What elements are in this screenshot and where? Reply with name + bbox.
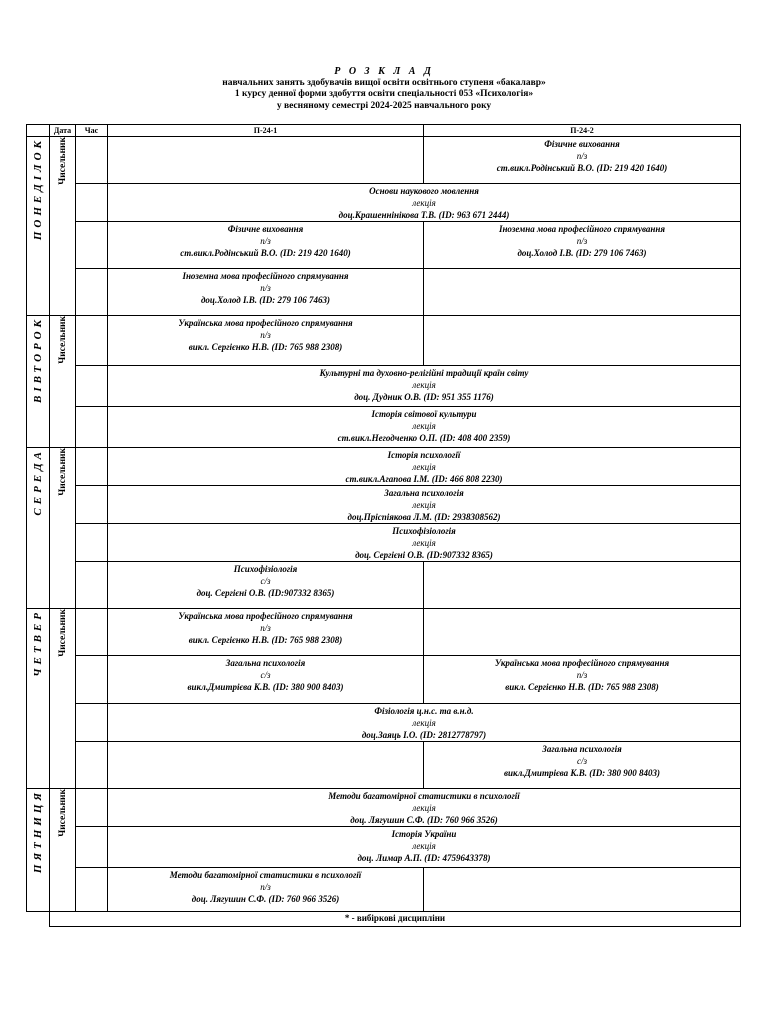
lesson-cell xyxy=(108,448,741,486)
lesson-teacher: доц. Лягушин С.Ф. (ID: 760 966 3526) xyxy=(191,894,340,904)
table-row xyxy=(27,827,741,868)
footer-row xyxy=(27,912,741,927)
time-cell xyxy=(76,524,108,562)
lesson-type: с/з xyxy=(576,756,587,766)
lesson-teacher: доц.Крашеннінікова Т.В. (ID: 963 671 2444) xyxy=(338,210,510,220)
lesson-teacher: ст.викл.Агапова І.М. (ID: 466 808 2230) xyxy=(345,474,503,484)
lesson-cell xyxy=(108,524,741,562)
lesson-type: п/з xyxy=(576,236,588,246)
day-label: ЧЕТВЕР xyxy=(32,609,44,677)
day-friday xyxy=(27,789,50,912)
lesson-subject: Українська мова професійного спрямування xyxy=(178,318,353,328)
lesson-type: лекція xyxy=(412,841,436,851)
lesson-cell-empty xyxy=(108,742,424,789)
table-row xyxy=(27,222,741,269)
lesson-teacher: доц. Дудник О.В. (ID: 951 355 1176) xyxy=(354,392,494,402)
lesson-cell xyxy=(108,868,424,912)
lesson-teacher: ст.викл.Родінський В.О. (ID: 219 420 1640) xyxy=(496,163,668,173)
lesson-teacher: доц. Лягушин С.Ф. (ID: 760 966 3526) xyxy=(350,815,498,825)
time-cell xyxy=(76,269,108,316)
lesson-subject: Основи наукового мовлення xyxy=(369,186,479,196)
header-line-3: у весняному семестрі 2024-2025 навчального року xyxy=(276,100,492,111)
time-cell xyxy=(76,448,108,486)
lesson-cell xyxy=(108,316,424,366)
lesson-type: п/з xyxy=(260,236,271,246)
time-cell xyxy=(76,407,108,448)
table-row xyxy=(27,524,741,562)
table-row xyxy=(27,656,741,704)
lesson-cell xyxy=(108,656,424,704)
lesson-type: лекція xyxy=(412,500,436,510)
lesson-subject: Фізіологія ц.н.с. та в.н.д. xyxy=(374,706,474,716)
lesson-type: п/з xyxy=(260,882,271,892)
lesson-type: п/з xyxy=(576,151,588,161)
day-label: ПОНЕДІЛОК xyxy=(32,137,44,241)
lesson-type: лекція xyxy=(412,380,436,390)
lesson-subject: Іноземна мова професійного спрямування xyxy=(182,271,349,281)
lesson-type: лекція xyxy=(412,803,436,813)
lesson-teacher: ст.викл.Негодченко О.П. (ID: 408 400 2359) xyxy=(337,433,511,443)
lesson-teacher: доц.Холод І.В. (ID: 279 106 7463) xyxy=(517,248,647,258)
date-monday xyxy=(50,137,76,316)
time-cell xyxy=(76,827,108,868)
header-time: Час xyxy=(76,125,108,137)
lesson-type: лекція xyxy=(412,198,436,208)
lesson-cell xyxy=(108,562,424,609)
lesson-teacher: доц. Лимар А.П. (ID: 4759643378) xyxy=(357,853,491,863)
lesson-subject: Історія світової культури xyxy=(371,409,477,419)
lesson-cell xyxy=(108,366,741,407)
lesson-type: с/з xyxy=(260,670,271,680)
time-cell xyxy=(76,868,108,912)
time-cell xyxy=(76,789,108,827)
table-row xyxy=(27,562,741,609)
lesson-cell xyxy=(424,742,741,789)
lesson-cell xyxy=(424,137,741,184)
lesson-teacher: доц. Сергієні О.В. (ID:907332 8365) xyxy=(355,550,493,560)
lesson-teacher: викл. Сергієнко Н.В. (ID: 765 988 2308) xyxy=(505,682,659,692)
table-row xyxy=(27,868,741,912)
time-cell xyxy=(76,656,108,704)
table-row xyxy=(27,184,741,222)
time-cell xyxy=(76,366,108,407)
lesson-subject: Українська мова професійного спрямування xyxy=(178,611,353,621)
lesson-type: п/з xyxy=(260,330,271,340)
table-row xyxy=(27,407,741,448)
day-label: СЕРЕДА xyxy=(32,448,44,516)
table-row xyxy=(27,137,741,184)
lesson-subject: Психофізіологія xyxy=(392,526,456,536)
lesson-subject: Історія України xyxy=(391,829,457,839)
week-label: Чисельник xyxy=(57,448,68,496)
day-wednesday xyxy=(27,448,50,609)
table-row xyxy=(27,704,741,742)
lesson-subject: Іноземна мова професійного спрямування xyxy=(498,224,666,234)
lesson-teacher: викл. Сергієнко Н.В. (ID: 765 988 2308) xyxy=(188,342,343,352)
lesson-teacher: доц.Прісniякова Л.М. (ID: 2938308562) xyxy=(347,512,501,522)
lesson-subject: Культурні та духовно-релігійні традиції країн світу xyxy=(319,368,529,378)
schedule-title: Р О З К Л А Д xyxy=(334,66,434,77)
day-tuesday xyxy=(27,316,50,448)
time-cell xyxy=(76,137,108,184)
lesson-type: лекція xyxy=(412,462,436,472)
lesson-type: п/з xyxy=(260,623,271,633)
table-row xyxy=(27,486,741,524)
lesson-cell xyxy=(424,656,741,704)
header-day xyxy=(27,125,50,137)
lesson-subject: Методи багатомірної статистики в психології xyxy=(328,791,520,801)
lesson-cell xyxy=(108,222,424,269)
week-label: Чисельник xyxy=(57,609,68,657)
lesson-type: лекція xyxy=(412,421,436,431)
lesson-teacher: доц. Сергієні О.В. (ID:907332 8365) xyxy=(196,588,335,598)
table-row xyxy=(27,269,741,316)
time-cell xyxy=(76,562,108,609)
time-cell xyxy=(76,609,108,656)
date-tuesday xyxy=(50,316,76,448)
day-label: ВІВТОРОК xyxy=(32,316,44,403)
lesson-teacher: викл.Дмитрієва К.В. (ID: 380 900 8403) xyxy=(503,768,660,778)
week-label: Чисельник xyxy=(57,316,68,364)
lesson-cell xyxy=(108,789,741,827)
lesson-cell-empty xyxy=(424,562,741,609)
header-line-2: 1 курсу денної форми здобуття освіти спеціальності 053 «Психологія» xyxy=(234,89,534,99)
day-thursday xyxy=(27,609,50,789)
lesson-cell xyxy=(108,609,424,656)
date-friday xyxy=(50,789,76,912)
lesson-cell xyxy=(108,704,741,742)
header-line-1: навчальних занять здобувачів вищої освіти освітнього ступеня «бакалавр» xyxy=(222,77,546,88)
lesson-subject: Загальна психологія xyxy=(225,658,306,668)
lesson-cell xyxy=(108,486,741,524)
table-row xyxy=(27,366,741,407)
lesson-cell xyxy=(424,222,741,269)
table-header-row xyxy=(27,125,741,137)
lesson-cell-empty xyxy=(424,609,741,656)
lesson-subject: Фізичне виховання xyxy=(227,224,304,234)
header-group-1: П-24-1 xyxy=(108,125,424,137)
header-group-2: П-24-2 xyxy=(424,125,741,137)
lesson-subject: Фізичне виховання xyxy=(544,139,620,149)
lesson-type: п/з xyxy=(576,670,588,680)
lesson-teacher: ст.викл.Родінський В.О. (ID: 219 420 1640) xyxy=(180,248,351,258)
time-cell xyxy=(76,486,108,524)
table-row xyxy=(27,316,741,366)
day-label: ПЯТНИЦЯ xyxy=(32,789,44,874)
lesson-type: лекція xyxy=(412,718,436,728)
time-cell xyxy=(76,184,108,222)
lesson-cell-empty xyxy=(424,868,741,912)
lesson-cell xyxy=(108,269,424,316)
day-monday xyxy=(27,137,50,316)
lesson-teacher: доц.Заяць І.О. (ID: 2812778797) xyxy=(361,730,487,740)
time-cell xyxy=(76,742,108,789)
table-row xyxy=(27,789,741,827)
lesson-cell-empty xyxy=(108,137,424,184)
table-row xyxy=(27,609,741,656)
lesson-subject: Українська мова професійного спрямування xyxy=(494,658,670,668)
date-thursday xyxy=(50,609,76,789)
lesson-teacher: викл.Дмитрієва К.В. (ID: 380 900 8403) xyxy=(187,682,344,692)
lesson-subject: Історія психології xyxy=(387,450,461,460)
footer-note: * - вибіркові дисципліни xyxy=(50,912,741,927)
time-cell xyxy=(76,316,108,366)
schedule-table xyxy=(26,124,741,927)
lesson-subject: Методи багатомірної статистики в психології xyxy=(169,870,362,880)
lesson-cell xyxy=(108,184,741,222)
lesson-teacher: викл. Сергієнко Н.В. (ID: 765 988 2308) xyxy=(188,635,343,645)
lesson-teacher: доц.Холод І.В. (ID: 279 106 7463) xyxy=(200,295,331,305)
week-label: Чисельник xyxy=(57,137,68,185)
lesson-type: с/з xyxy=(260,576,271,586)
date-wednesday xyxy=(50,448,76,609)
time-cell xyxy=(76,704,108,742)
lesson-type: п/з xyxy=(260,283,271,293)
lesson-cell xyxy=(108,407,741,448)
lesson-subject: Загальна психологія xyxy=(542,744,622,754)
week-label: Чисельник xyxy=(57,789,68,837)
lesson-cell-empty xyxy=(424,269,741,316)
schedule-header xyxy=(0,66,768,112)
lesson-cell-empty xyxy=(424,316,741,366)
table-row xyxy=(27,448,741,486)
lesson-type: лекція xyxy=(412,538,436,548)
time-cell xyxy=(76,222,108,269)
lesson-subject: Психофізіологія xyxy=(233,564,298,574)
table-row xyxy=(27,742,741,789)
header-date: Дата xyxy=(50,125,76,137)
lesson-subject: Загальна психологія xyxy=(384,488,464,498)
footer-spacer xyxy=(27,912,50,927)
lesson-cell xyxy=(108,827,741,868)
